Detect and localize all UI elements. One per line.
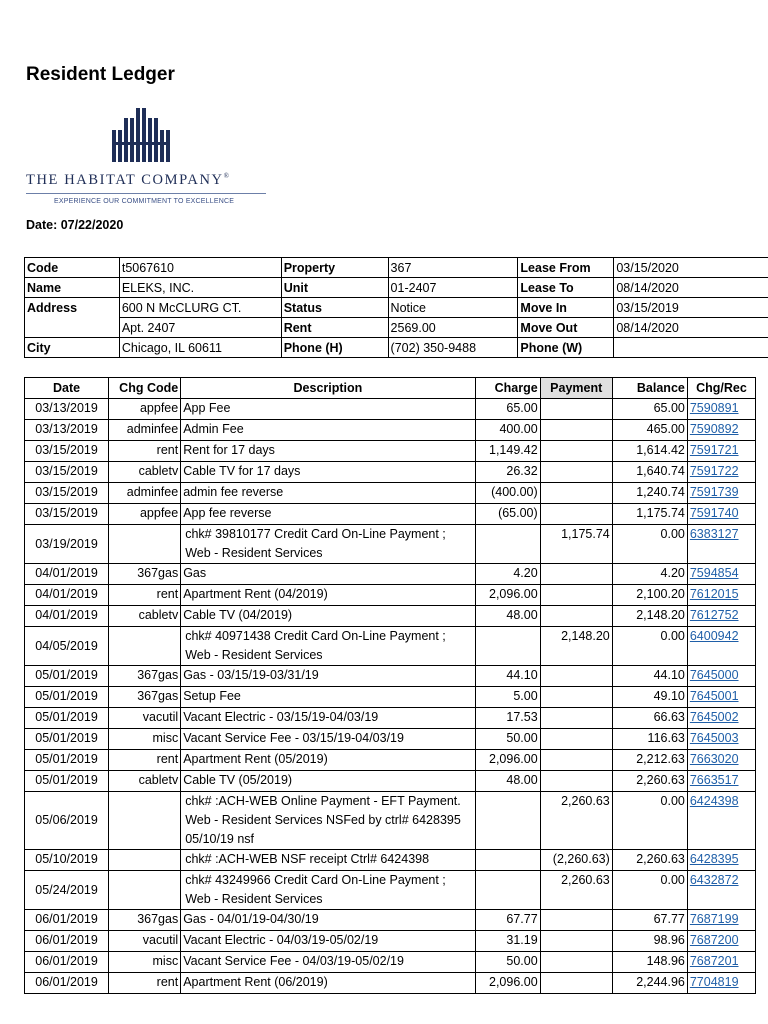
ledger-description-cell: Cable TV for 17 days [181,462,475,483]
ledger-charge-cell: 50.00 [475,729,540,750]
ledger-row [25,931,756,952]
ledger-payment-cell [540,750,612,771]
ledger-chg-rec-link[interactable]: 7704819 [687,973,755,994]
ledger-chg-code-cell: 367gas [109,687,181,708]
ledger-chg-code-cell: vacutil [109,708,181,729]
col-header-balance: Balance [612,378,687,399]
lease-to-value: 08/14/2020 [614,278,768,298]
ledger-date-cell: 05/01/2019 [25,666,109,687]
ledger-balance-cell: 2,260.63 [612,771,687,792]
name-label: Name [25,278,120,298]
ledger-chg-rec-link[interactable]: 7612752 [687,606,755,627]
ledger-chg-code-cell: appfee [109,504,181,525]
ledger-charge-cell: 31.19 [475,931,540,952]
property-value: 367 [388,258,518,278]
ledger-row [25,973,756,994]
ledger-chg-code-cell: rent [109,750,181,771]
address-line2-value: Apt. 2407 [119,318,281,338]
ledger-payment-cell [540,399,612,420]
move-out-value: 08/14/2020 [614,318,768,338]
move-in-value: 03/15/2019 [614,298,768,318]
ledger-date-cell: 03/15/2019 [25,483,109,504]
rent-label: Rent [281,318,388,338]
col-header-payment: Payment [540,378,612,399]
ledger-payment-cell [540,606,612,627]
ledger-balance-cell: 1,640.74 [612,462,687,483]
ledger-charge-cell: 67.77 [475,910,540,931]
ledger-payment-cell [540,585,612,606]
ledger-balance-cell: 2,100.20 [612,585,687,606]
ledger-chg-code-cell: adminfee [109,420,181,441]
habitat-logo-icon [112,108,174,162]
ledger-payment-cell [540,910,612,931]
ledger-row [25,564,756,585]
ledger-chg-rec-link[interactable]: 6432872 [687,871,755,910]
ledger-chg-code-cell [109,627,181,666]
ledger-payment-cell: (2,260.63) [540,850,612,871]
property-label: Property [281,258,388,278]
ledger-description-cell: Apartment Rent (04/2019) [181,585,475,606]
ledger-chg-code-cell [109,850,181,871]
ledger-balance-cell: 1,614.42 [612,441,687,462]
ledger-balance-cell: 66.63 [612,708,687,729]
ledger-date-cell: 05/01/2019 [25,708,109,729]
ledger-row [25,871,756,910]
ledger-description-cell: chk# :ACH-WEB Online Payment - EFT Payment. Web - Resident Services NSFed by ctrl# 6428395 05/10/19 nsf [181,792,475,850]
status-value: Notice [388,298,518,318]
ledger-chg-rec-link[interactable]: 6428395 [687,850,755,871]
ledger-row [25,462,756,483]
ledger-chg-code-cell [109,525,181,564]
ledger-chg-rec-link[interactable]: 7590891 [687,399,755,420]
status-label: Status [281,298,388,318]
ledger-row [25,666,756,687]
ledger-payment-cell [540,771,612,792]
ledger-balance-cell: 0.00 [612,871,687,910]
ledger-chg-code-cell: rent [109,585,181,606]
info-row [25,318,768,338]
ledger-chg-rec-link[interactable]: 7612015 [687,585,755,606]
ledger-description-cell: Admin Fee [181,420,475,441]
code-value: t5067610 [119,258,281,278]
ledger-date-cell: 03/15/2019 [25,504,109,525]
ledger-date-cell: 04/01/2019 [25,564,109,585]
ledger-row [25,441,756,462]
ledger-charge-cell [475,627,540,666]
ledger-row [25,606,756,627]
ledger-payment-cell [540,420,612,441]
ledger-chg-code-cell: cabletv [109,771,181,792]
ledger-description-cell: Gas - 03/15/19-03/31/19 [181,666,475,687]
ledger-date-cell: 06/01/2019 [25,952,109,973]
ledger-description-cell: Gas - 04/01/19-04/30/19 [181,910,475,931]
ledger-chg-code-cell: cabletv [109,462,181,483]
ledger-description-cell: Setup Fee [181,687,475,708]
ledger-balance-cell: 67.77 [612,910,687,931]
city-label: City [25,338,120,358]
city-value: Chicago, IL 60611 [119,338,281,358]
ledger-charge-cell: 17.53 [475,708,540,729]
ledger-chg-rec-link[interactable]: 6383127 [687,525,755,564]
ledger-date-cell: 03/19/2019 [25,525,109,564]
ledger-description-cell: Rent for 17 days [181,441,475,462]
ledger-description-cell: Vacant Electric - 03/15/19-04/03/19 [181,708,475,729]
ledger-row [25,750,756,771]
ledger-chg-rec-link[interactable]: 7687200 [687,931,755,952]
ledger-chg-code-cell: rent [109,441,181,462]
ledger-balance-cell: 0.00 [612,627,687,666]
address-label: Address [25,298,120,318]
ledger-row [25,585,756,606]
ledger-row [25,525,756,564]
ledger-chg-rec-link[interactable]: 7645003 [687,729,755,750]
ledger-row [25,483,756,504]
ledger-chg-code-cell: misc [109,952,181,973]
lease-from-label: Lease From [518,258,614,278]
address-label-spacer [25,318,120,338]
ledger-chg-rec-link[interactable]: 7591740 [687,504,755,525]
ledger-balance-cell: 2,244.96 [612,973,687,994]
ledger-body [25,399,756,994]
ledger-description-cell: App fee reverse [181,504,475,525]
ledger-payment-cell [540,666,612,687]
ledger-date-cell: 03/15/2019 [25,441,109,462]
ledger-description-cell: chk# 39810177 Credit Card On-Line Payment ; Web - Resident Services [181,525,475,564]
ledger-balance-cell: 116.63 [612,729,687,750]
ledger-date-cell: 05/01/2019 [25,687,109,708]
ledger-date-cell: 06/01/2019 [25,973,109,994]
ledger-chg-code-cell: 367gas [109,564,181,585]
ledger-date-cell: 06/01/2019 [25,910,109,931]
ledger-balance-cell: 65.00 [612,399,687,420]
ledger-date-cell: 03/13/2019 [25,420,109,441]
ledger-charge-cell: 5.00 [475,687,540,708]
ledger-charge-cell [475,850,540,871]
ledger-chg-rec-link[interactable]: 7591722 [687,462,755,483]
ledger-date-cell: 05/01/2019 [25,750,109,771]
ledger-charge-cell [475,792,540,850]
ledger-row [25,850,756,871]
ledger-charge-cell: 2,096.00 [475,973,540,994]
ledger-chg-rec-link[interactable]: 6424398 [687,792,755,850]
ledger-date-cell: 04/01/2019 [25,585,109,606]
ledger-chg-code-cell: adminfee [109,483,181,504]
lease-from-value: 03/15/2020 [614,258,768,278]
ledger-chg-rec-link[interactable]: 6400942 [687,627,755,666]
ledger-description-cell: chk# 43249966 Credit Card On-Line Payment ; Web - Resident Services [181,871,475,910]
ledger-chg-rec-link[interactable]: 7591721 [687,441,755,462]
ledger-description-cell: Vacant Service Fee - 03/15/19-04/03/19 [181,729,475,750]
ledger-balance-cell: 0.00 [612,792,687,850]
col-header-charge: Charge [475,378,540,399]
info-row [25,298,768,318]
ledger-payment-cell: 2,148.20 [540,627,612,666]
page-title: Resident Ledger [26,64,175,85]
phone-w-value [614,338,768,358]
unit-value: 01-2407 [388,278,518,298]
ledger-balance-cell: 4.20 [612,564,687,585]
ledger-payment-cell [540,729,612,750]
ledger-chg-code-cell [109,871,181,910]
ledger-chg-code-cell: 367gas [109,910,181,931]
ledger-header-row [25,378,756,399]
ledger-charge-cell [475,871,540,910]
unit-label: Unit [281,278,388,298]
ledger-chg-rec-link[interactable]: 7645000 [687,666,755,687]
ledger-row [25,399,756,420]
ledger-description-cell: Apartment Rent (05/2019) [181,750,475,771]
ledger-description-cell: chk# :ACH-WEB NSF receipt Ctrl# 6424398 [181,850,475,871]
ledger-payment-cell [540,687,612,708]
info-row [25,258,768,278]
ledger-payment-cell: 2,260.63 [540,792,612,850]
col-header-chg-rec: Chg/Rec [687,378,755,399]
company-logo [26,108,271,205]
ledger-charge-cell: 48.00 [475,606,540,627]
ledger-charge-cell: 65.00 [475,399,540,420]
ledger-chg-code-cell: 367gas [109,666,181,687]
ledger-chg-code-cell [109,792,181,850]
ledger-charge-cell: 2,096.00 [475,750,540,771]
ledger-date-cell: 06/01/2019 [25,931,109,952]
ledger-description-cell: Vacant Service Fee - 04/03/19-05/02/19 [181,952,475,973]
ledger-charge-cell [475,525,540,564]
ledger-payment-cell [540,483,612,504]
ledger-chg-rec-link[interactable]: 7590892 [687,420,755,441]
ledger-date-cell: 05/10/2019 [25,850,109,871]
ledger-balance-cell: 1,175.74 [612,504,687,525]
resident-info-table [24,257,768,358]
ledger-date-cell: 05/01/2019 [25,771,109,792]
code-label: Code [25,258,120,278]
ledger-charge-cell: 48.00 [475,771,540,792]
move-out-label: Move Out [518,318,614,338]
ledger-balance-cell: 98.96 [612,931,687,952]
ledger-payment-cell [540,708,612,729]
ledger-chg-rec-link[interactable]: 7663020 [687,750,755,771]
ledger-date-cell: 05/01/2019 [25,729,109,750]
info-row [25,278,768,298]
ledger-chg-code-cell: misc [109,729,181,750]
address-value: 600 N McCLURG CT. [119,298,281,318]
ledger-balance-cell: 0.00 [612,525,687,564]
ledger-description-cell: Cable TV (05/2019) [181,771,475,792]
ledger-balance-cell: 2,148.20 [612,606,687,627]
info-row [25,338,768,358]
ledger-balance-cell: 2,212.63 [612,750,687,771]
ledger-chg-rec-link[interactable]: 7645002 [687,708,755,729]
ledger-date-cell: 03/13/2019 [25,399,109,420]
ledger-payment-cell [540,564,612,585]
ledger-payment-cell: 2,260.63 [540,871,612,910]
ledger-chg-code-cell: rent [109,973,181,994]
ledger-description-cell: admin fee reverse [181,483,475,504]
ledger-description-cell: Apartment Rent (06/2019) [181,973,475,994]
ledger-row [25,627,756,666]
ledger-charge-cell: 26.32 [475,462,540,483]
ledger-chg-code-cell: vacutil [109,931,181,952]
ledger-chg-code-cell: cabletv [109,606,181,627]
ledger-charge-cell: 1,149.42 [475,441,540,462]
phone-w-label: Phone (W) [518,338,614,358]
rent-value: 2569.00 [388,318,518,338]
ledger-payment-cell [540,931,612,952]
move-in-label: Move In [518,298,614,318]
lease-to-label: Lease To [518,278,614,298]
ledger-payment-cell [540,973,612,994]
ledger-chg-rec-link[interactable]: 7687199 [687,910,755,931]
logo-divider [26,193,266,194]
ledger-chg-rec-link[interactable]: 7591739 [687,483,755,504]
ledger-payment-cell [540,952,612,973]
ledger-charge-cell: 4.20 [475,564,540,585]
col-header-chg-code: Chg Code [109,378,181,399]
ledger-balance-cell: 465.00 [612,420,687,441]
ledger-date-cell: 04/05/2019 [25,627,109,666]
ledger-balance-cell: 148.96 [612,952,687,973]
ledger-charge-cell: 44.10 [475,666,540,687]
ledger-chg-rec-link[interactable]: 7663517 [687,771,755,792]
ledger-chg-rec-link[interactable]: 7687201 [687,952,755,973]
name-value: ELEKS, INC. [119,278,281,298]
ledger-date-cell: 04/01/2019 [25,606,109,627]
ledger-payment-cell [540,441,612,462]
ledger-row [25,729,756,750]
ledger-charge-cell: 50.00 [475,952,540,973]
ledger-description-cell: Vacant Electric - 04/03/19-05/02/19 [181,931,475,952]
ledger-description-cell: Gas [181,564,475,585]
ledger-balance-cell: 1,240.74 [612,483,687,504]
ledger-balance-cell: 49.10 [612,687,687,708]
company-tagline: EXPERIENCE OUR COMMITMENT TO EXCELLENCE [54,198,235,205]
ledger-payment-cell [540,504,612,525]
col-header-date: Date [25,378,109,399]
ledger-row [25,708,756,729]
ledger-date-cell: 03/15/2019 [25,462,109,483]
company-name: THE HABITAT COMPANY® [26,172,229,188]
ledger-charge-cell: (65.00) [475,504,540,525]
ledger-date-cell: 05/24/2019 [25,871,109,910]
ledger-description-cell: App Fee [181,399,475,420]
ledger-row [25,504,756,525]
ledger-payment-cell [540,462,612,483]
ledger-row [25,771,756,792]
ledger-date-cell: 05/06/2019 [25,792,109,850]
report-date: Date: 07/22/2020 [26,218,124,232]
ledger-description-cell: Cable TV (04/2019) [181,606,475,627]
ledger-row [25,792,756,850]
ledger-row [25,420,756,441]
ledger-charge-cell: 400.00 [475,420,540,441]
ledger-payment-cell: 1,175.74 [540,525,612,564]
ledger-balance-cell: 2,260.63 [612,850,687,871]
phone-h-value: (702) 350-9488 [388,338,518,358]
ledger-charge-cell: (400.00) [475,483,540,504]
ledger-row [25,910,756,931]
ledger-chg-rec-link[interactable]: 7645001 [687,687,755,708]
col-header-description: Description [181,378,475,399]
ledger-description-cell: chk# 40971438 Credit Card On-Line Payment ; Web - Resident Services [181,627,475,666]
ledger-table [24,377,756,994]
ledger-charge-cell: 2,096.00 [475,585,540,606]
ledger-balance-cell: 44.10 [612,666,687,687]
phone-h-label: Phone (H) [281,338,388,358]
ledger-row [25,952,756,973]
ledger-chg-code-cell: appfee [109,399,181,420]
ledger-row [25,687,756,708]
ledger-chg-rec-link[interactable]: 7594854 [687,564,755,585]
